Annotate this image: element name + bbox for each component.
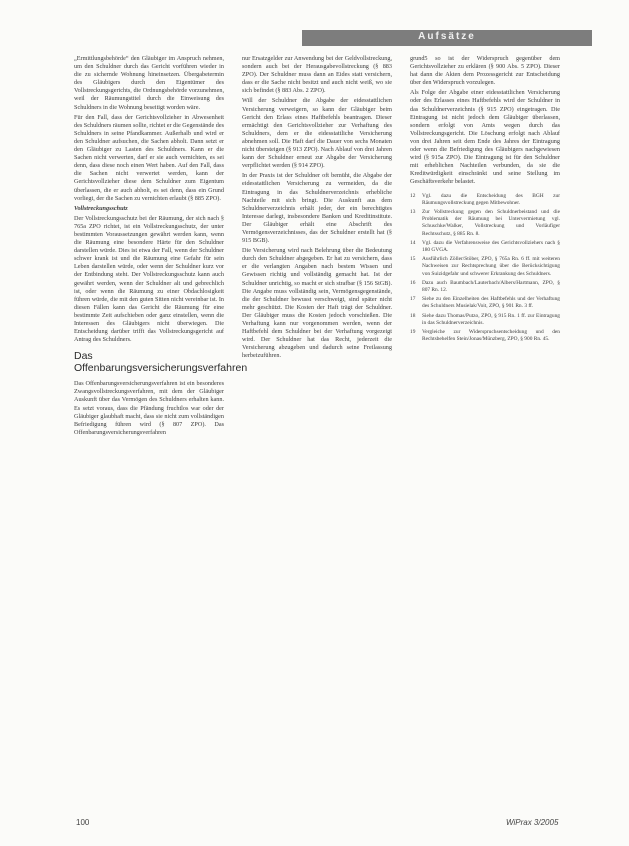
footnote	[410, 193, 560, 207]
text-column-1	[74, 55, 248, 815]
footnote-text: Vgl. dazu die Verfahrensweise des Gerichtsvollziehers nach § 180 GVGA.	[422, 239, 560, 253]
journal-issue: WiPrax 3/2005	[506, 818, 559, 827]
footnote-text: Siehe dazu Thomas/Putzo, ZPO, § 915 Rn. 1 ff. zur Eintragung in das Schuldnerverzeichnis.	[422, 312, 560, 326]
footnote	[410, 313, 560, 327]
footnote-text: Dazu auch Baumbach/Lauterbach/Albers/Hartmann, ZPO, § 807 Rn. 12.	[422, 279, 560, 293]
footnote-number: 12	[410, 192, 416, 199]
footnote-text: Ausführlich Zöller/Stöber, ZPO, § 765a Rn. 6 ff. mit weiteren Nachweisen zur Rechtsprechung über die Berücksichtigung von Suizidgefahr und schwerer Erkrankung des Schuldners.	[422, 256, 560, 277]
paragraph: Als Folge der Abgabe einer eidesstattlichen Versicherung oder des Erlasses eines Haftbefehls wird der Schuldner in das Schuldnerverzeichnis (§ 915 ZPO) eingetragen. Die Eintragung ist nicht jedoch dem Gläubiger überlassen, sondern erfolgt von Amts wegen durch das Vollstreckungsgericht. Die Löschung erfolgt nach Ablauf von drei Jahren seit dem Ende des Jahres der Eintragung oder wenn die Befriedigung des Gläubigers nachgewiesen wird (§ 915a ZPO). Die Eintragung ist für den Schuldner mit erheblichen Nachteilen verbunden, da sie die Kreditwürdigkeit einschränkt und seine Stellung im Geschäftsverkehr belastet.	[410, 89, 560, 186]
paragraph: Das Offenbarungsversicherungsverfahren ist ein besonderes Zwangsvollstreckungsverfahren, mit dem der Gläubiger Auskunft über das Vermögen des Schuldners erhalten kann. Es setzt voraus, dass die Pfändung fruchtlos war oder der Gläubiger glaubhaft macht, dass sie nicht zum vollständigen Befriedigung führen wird (§ 807 ZPO). Das Offenbarungsversicherungsverfahren	[74, 380, 224, 436]
footnote	[410, 280, 560, 294]
footnote-text: Zur Vollstreckung gegen den Schuldnerbeistand und die Problematik der Räumung bei Untervermietung vgl. Schuschke/Walker, Vollstreckung und Vorläufiger Rechtsschutz, § 885 Rn. 8.	[422, 208, 560, 237]
footnote-text: Vgl. dazu die Entscheidung des BGH zur Räumungsvollstreckung gegen Mitbewohner.	[422, 192, 560, 206]
footnote-number: 13	[410, 208, 416, 215]
paragraph: Der Vollstreckungsschutz bei der Räumung, der sich nach § 765a ZPO richtet, ist ein Vollstreckungsschutz, der unter bestimmten Voraussetzungen gewährt werden kann, wenn die Räumung eine besondere Härte für den Schuldner darstellen würde. Dies ist etwa der Fall, wenn der Schuldner schwer krank ist und die Räumung eine Gefahr für sein Leben darstellen würde, oder wenn der Schuldner kurz vor der Entbindung steht. Der Vollstreckungsschutz kann auch gewährt werden, wenn der Schuldner alt und gebrechlich ist, oder wenn die Räumung zu einer Obdachlosigkeit führen würde, die mit den guten Sitten nicht vereinbar ist. In diesen Fällen kann das Gericht die Räumung für eine bestimmte Zeit aufschieben oder ganz einstellen, wenn die Interessen des Gläubigers nicht überwiegen. Die Entscheidung darüber trifft das Vollstreckungsgericht auf Antrag des Schuldners.	[74, 214, 224, 344]
footnote	[410, 256, 560, 278]
footnote-number: 14	[410, 239, 416, 246]
footnote-number: 19	[410, 328, 416, 335]
section-heading: Das Offenbarungsversicherungsverfahren	[74, 350, 248, 375]
text-column-3	[410, 55, 560, 815]
paragraph: Will der Schuldner die Abgabe der eidesstattlichen Versicherung verweigern, so kann der Gläubiger beim Gericht den Erlass eines Haftbefehls beantragen. Dieser ermächtigt den Gerichtsvollzieher zur Verhaftung des Schuldners, dem er die eidesstattliche Versicherung abnehmen soll. Die Haft darf die Dauer von sechs Monaten nicht übersteigen (§ 913 ZPO). Nach Ablauf von drei Jahren kann der Schuldner erneut zur Abgabe der Versicherung verpflichtet werden (§ 914 ZPO).	[242, 97, 392, 170]
paragraph: Die Versicherung wird nach Belehrung über die Bedeutung durch den Schuldner abgegeben. Er hat zu versichern, dass er die verlangten Angaben nach bestem Wissen und Gewissen richtig und vollständig gemacht hat. Ist der Schuldner unrichtig, so macht er sich strafbar (§ 156 StGB). Die Angabe muss vollständig sein, Vermögensgegenstände, die der Schuldner bewusst verschweigt, sind später nicht mehr geschützt. Die Kosten der Haft trägt der Schuldner. Der Gläubiger muss die Kosten jedoch vorschießen. Die Verhaftung kann nur vorgenommen werden, wenn der Haftbefehl dem Schuldner bei der Verhaftung vorgezeigt wird. Der Schuldner hat das Recht, jederzeit die Versicherung abzugeben und dadurch seine Freilassung herbeizuführen.	[242, 247, 392, 360]
footnote-number: 18	[410, 312, 416, 319]
section-header-label: Aufsätze	[418, 31, 476, 42]
footnote-text: Siehe zu den Einzelheiten des Haftbefehls und der Verhaftung des Schuldners Musielak/Voit, ZPO, § 901 Rn. 3 ff.	[422, 296, 560, 310]
footnote	[410, 240, 560, 254]
footnote	[410, 296, 560, 310]
footnote	[410, 329, 560, 343]
page-number: 100	[76, 818, 90, 827]
paragraph: grund5 so ist der Widerspruch gegenüber dem Gerichtsvollzieher zu erklären (§ 900 Abs. 5 ZPO). Dieser hat dann die Akten dem Prozessgericht zur Entscheidung über den Widerspruch vorzulegen.	[410, 55, 560, 87]
footnote-text: Vergleiche zur Widerspruchsentscheidung und den Rechtsbehelfen Stein/Jonas/Münzberg, ZPO, § 900 Rn. 45.	[422, 328, 560, 343]
footnote-number: 15	[410, 256, 416, 263]
subheading: Vollstreckungsschutz	[74, 204, 128, 212]
footnote-number: 17	[410, 296, 416, 303]
paragraph: nur Ersatzgelder zur Anwendung bei der Geldvollstreckung, sondern auch bei der Herausgabevollstreckung (§ 883 ZPO). Der Schuldner muss dann an Eides statt versichern, dass er die Sache nicht besitzt und auch nicht weiß, wo sie sich befindet (§ 883 Abs. 2 ZPO).	[242, 55, 392, 95]
footnote-list	[410, 193, 560, 344]
section-header-bar	[302, 30, 592, 46]
text-column-2	[242, 55, 392, 815]
footnote	[410, 209, 560, 238]
paragraph: Für den Fall, dass der Gerichtsvollzieher in Abwesenheit des Schuldners räumen sollte, richtet er die Gegenstände des Schuldners in seine Pfandkammer. Außerhalb und wird er den Schuldner aufsuchen, die Sachen abholt. Dann setzt er den Gläubiger zu Lasten des Schuldners. Kann er die Sachen nicht verwerten, darf er sie auch vernichten, es sei denn, dass diese noch einen Wert haben. Auf den Fall, dass die Sachen nicht verwertet werden, kann der Gerichtsvollzieher diese dem Schuldner zum Eigentum überlassen, die er auch abholt, es sei denn, dass ein Grund vorliegt, der die Sachen zu vernichten erlaubt (§ 885 ZPO).	[74, 113, 224, 202]
footnote-number: 16	[410, 279, 416, 286]
paragraph: In der Praxis ist der Schuldner oft bemüht, die Abgabe der eidesstattlichen Versicherung zu vermeiden, da die Eintragung in das Schuldnerverzeichnis erhebliche Nachteile mit sich bringt. Die Auskunft aus dem Schuldnerverzeichnis erhält jeder, der ein berechtigtes Interesse darlegt, insbesondere Banken und Kreditinstitute. Der Gläubiger erhält eine Abschrift des Vermögensverzeichnisses, das der Schuldner erstellt hat (§ 915 BGB).	[242, 172, 392, 245]
paragraph: „Ermittlungsbehörde“ den Gläubiger im Anspruch nehmen, um den Schuldner durch das Gericht vorführen wieder in die zu sichernde Wohnung hineinsetzen. Übergabetermin des Gläubigers durch den Eigentümer des Vollstreckungsgerichts, die Ordnungsbehörde vorzunehmen, weil der Räumungstitel durch die Einweisung des Schuldners in die Wohnung beseitigt worden wäre.	[74, 55, 224, 111]
